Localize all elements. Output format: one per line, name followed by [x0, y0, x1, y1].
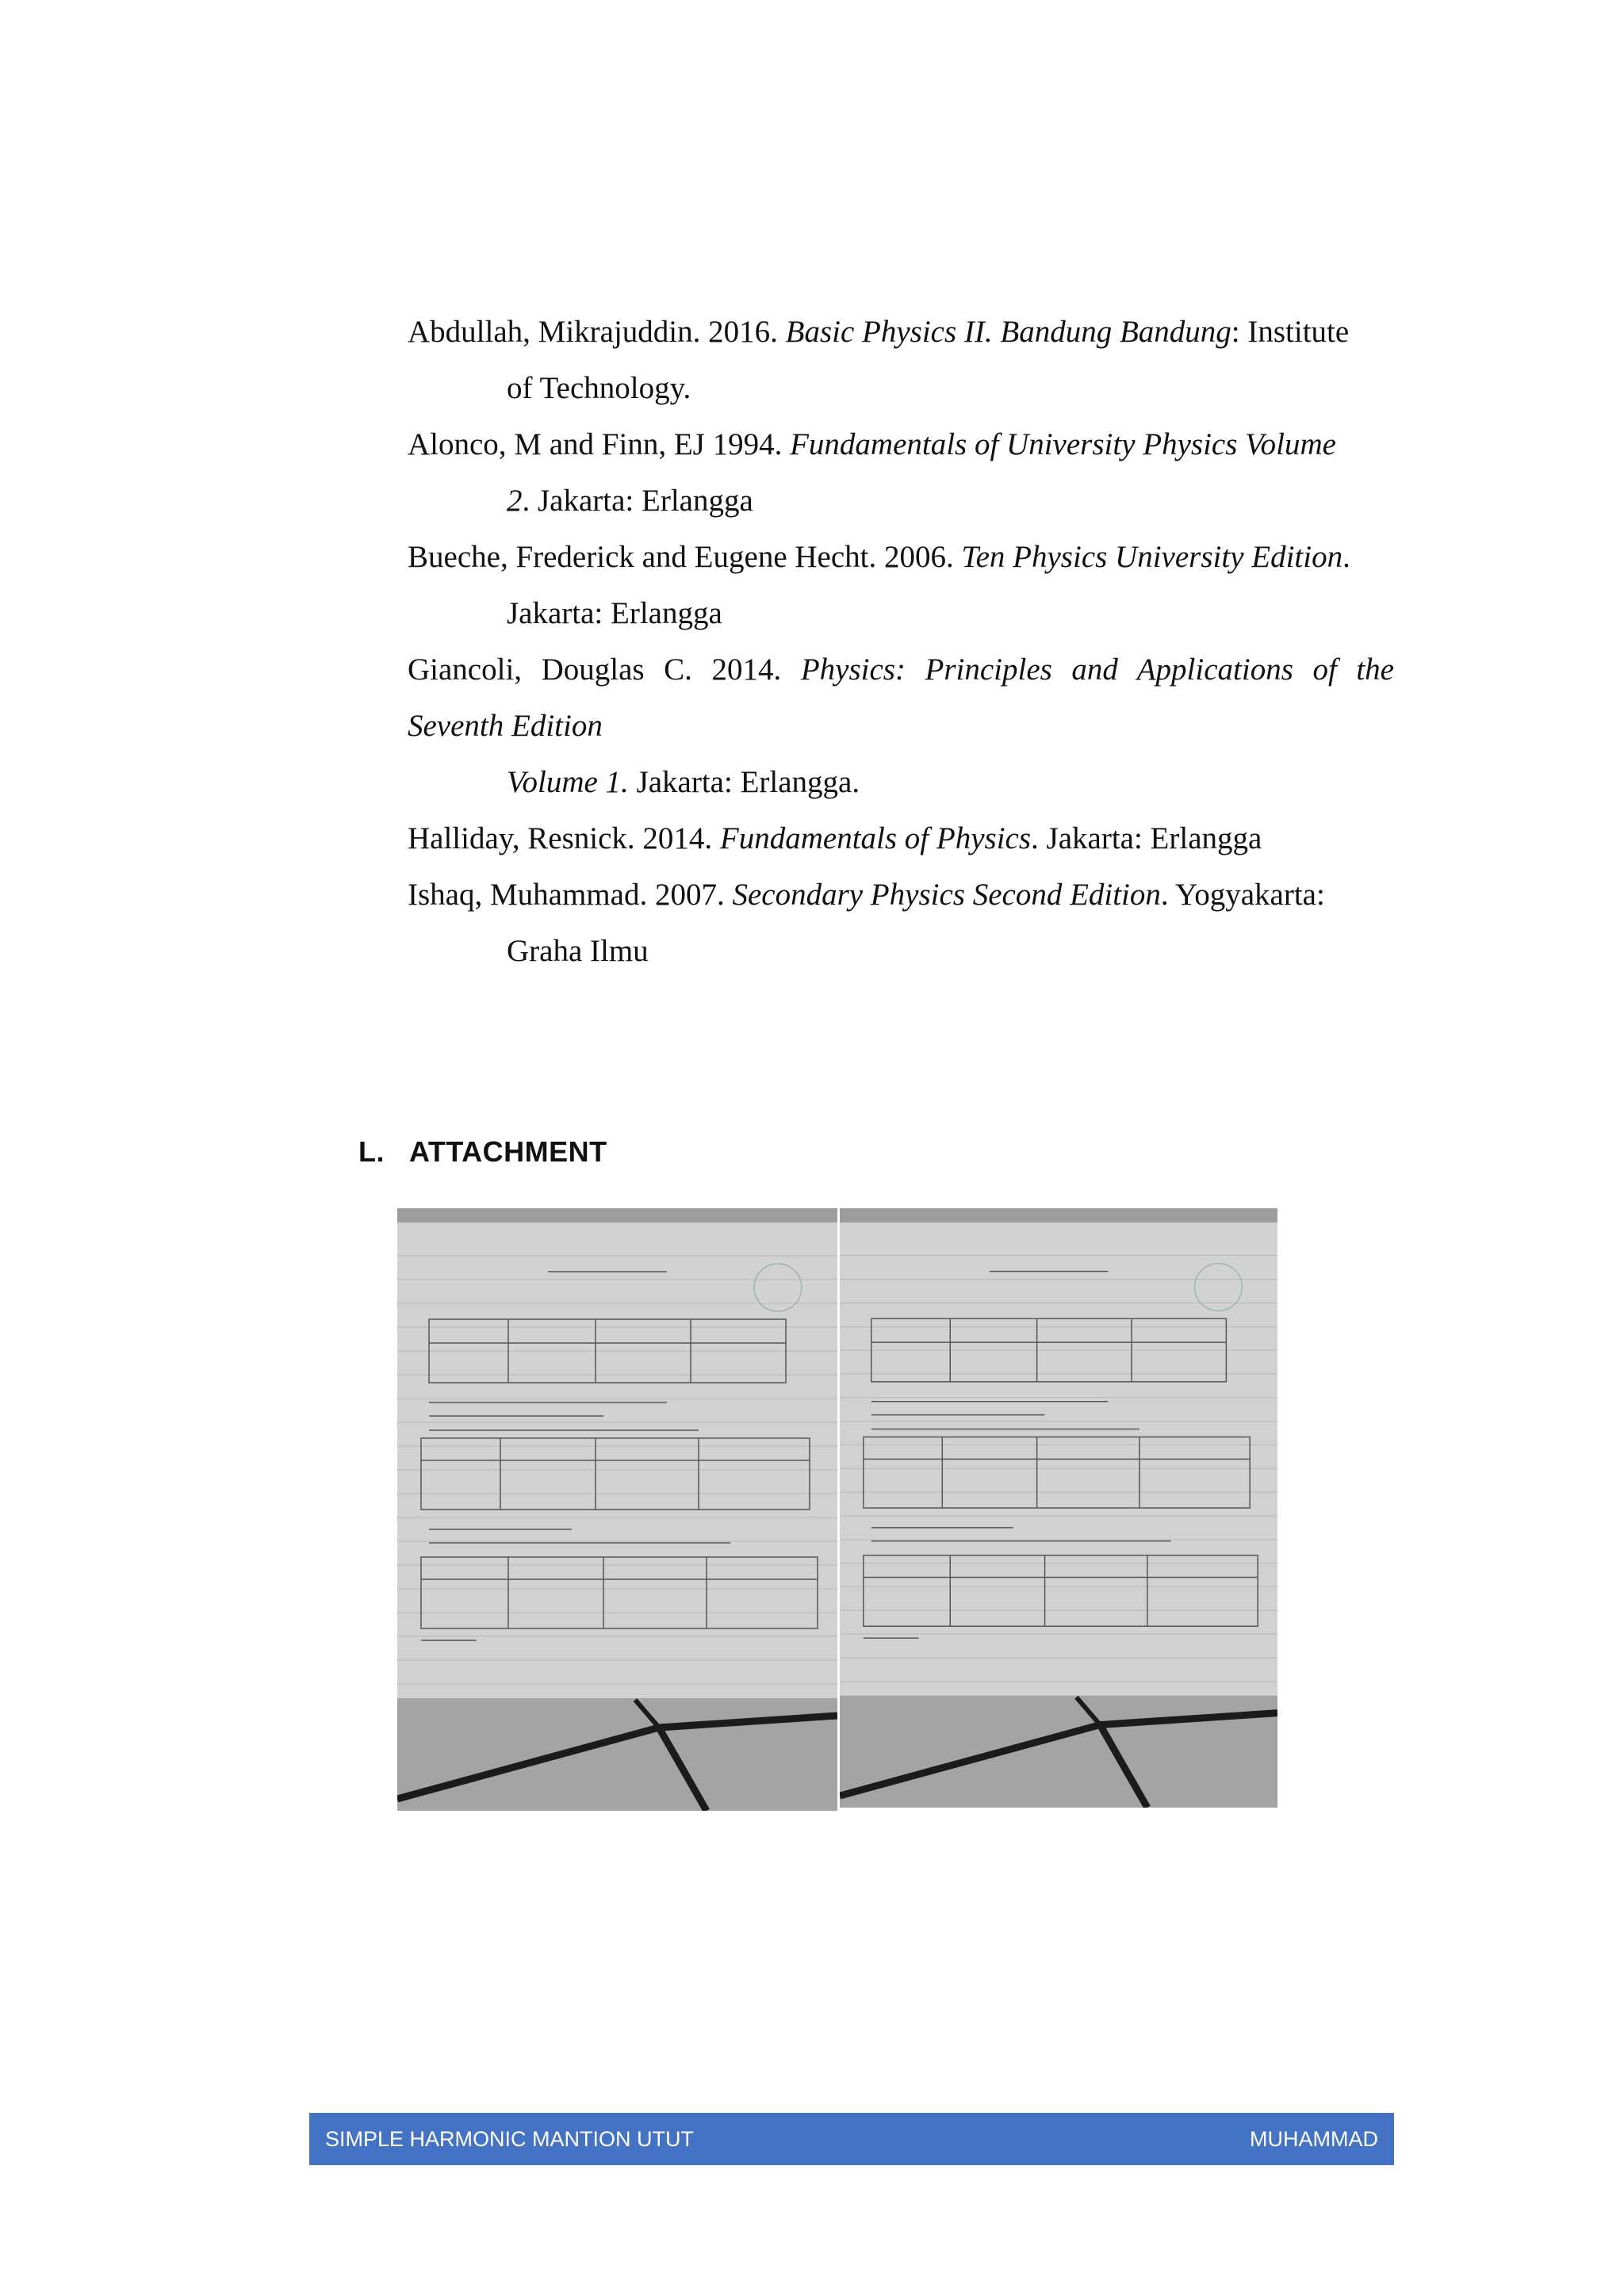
section-title: ATTACHMENT	[409, 1135, 607, 1168]
reference-item: Abdullah, Mikrajuddin. 2016. Basic Physics II. Bandung Bandung: Institute of Technology.	[408, 315, 1350, 405]
reference-item: Bueche, Frederick and Eugene Hecht. 2006. Ten Physics University Edition. Jakarta: Erlangga	[408, 540, 1350, 630]
reference-list	[408, 304, 1394, 979]
attachment-photo-1	[397, 1208, 837, 1811]
footer-title: SIMPLE HARMONIC MANTION UTUT	[325, 2126, 695, 2151]
handwritten-sheet-image	[397, 1208, 837, 1811]
section-number: L.	[358, 1135, 385, 1168]
handwritten-sheet-image	[840, 1208, 1277, 1808]
section-heading	[358, 1135, 607, 1169]
reference-item: Ishaq, Muhammad. 2007. Secondary Physics Second Edition. Yogyakarta: Graha Ilmu	[408, 878, 1325, 968]
reference-item: Halliday, Resnick. 2014. Fundamentals of Physics. Jakarta: Erlangga	[408, 821, 1262, 855]
attachment-photo-2	[840, 1208, 1277, 1808]
page-footer	[309, 2113, 1394, 2165]
reference-item: Alonco, M and Finn, EJ 1994. Fundamentals of University Physics Volume 2. Jakarta: Erlangga	[408, 427, 1336, 518]
reference-item: Giancoli, Douglas C. 2014. Physics: Principles and Applications of the Seventh Edition Volume 1. Jakarta: Erlangga.	[408, 652, 1394, 799]
footer-author: MUHAMMAD	[1250, 2126, 1378, 2151]
